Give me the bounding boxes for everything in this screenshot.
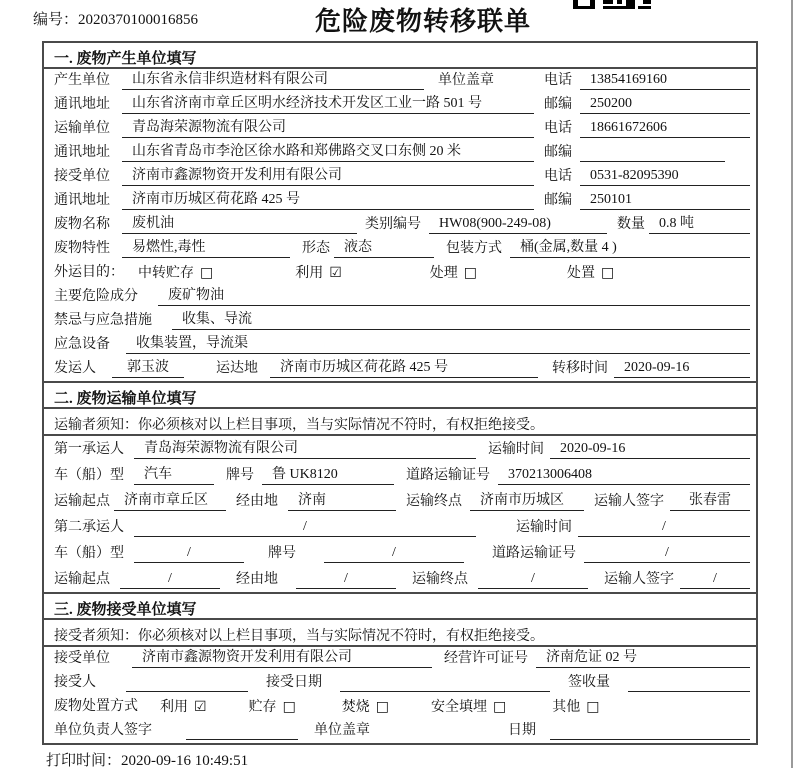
checkbox: □ <box>493 699 507 715</box>
row-producer-address <box>44 93 756 117</box>
waste-property-value: 易燃性,毒性 <box>122 236 290 258</box>
field-label: 单位负责人签字 <box>54 723 152 738</box>
field-label: 接受单位 <box>54 169 110 184</box>
producer-address-value: 山东省济南市章丘区明水经济技术开发区工业一路 501 号 <box>122 92 534 114</box>
row-waste-name <box>44 213 756 237</box>
field-label: 运输起点 <box>54 494 110 509</box>
field-label: 运输终点 <box>406 494 462 509</box>
field-label: 接受日期 <box>266 675 322 690</box>
row-recipient <box>44 671 756 695</box>
checkbox: □ <box>375 699 390 715</box>
field-label: 牌号 <box>226 468 254 483</box>
row-waste-property <box>44 237 756 261</box>
option-label: 贮存 <box>248 700 277 715</box>
row-route2 <box>44 566 756 592</box>
field-label: 接受单位 <box>54 651 110 666</box>
field-label: 运输人签字 <box>604 572 674 587</box>
transporter-name-value: 青岛海荣源物流有限公司 <box>122 116 534 138</box>
section-transporter-title: 二. 废物运输单位填写 <box>44 383 756 409</box>
carrier-signature-value: 张春雷 <box>670 489 750 511</box>
field-label: 道路运输证号 <box>406 468 490 483</box>
purpose-option-treat <box>430 262 477 282</box>
category-code-value: HW08(900-249-08) <box>429 216 607 234</box>
field-label: 包装方式 <box>446 241 502 256</box>
print-time-label: 打印时间： <box>46 753 122 768</box>
print-time <box>46 749 248 768</box>
field-label: 通讯地址 <box>54 193 110 208</box>
waste-name-value: 废机油 <box>122 212 357 234</box>
receive-date-value <box>340 690 550 692</box>
quantity-value: 0.8 吨 <box>649 212 750 234</box>
qr-code-fragment <box>573 0 651 9</box>
field-label: 电话 <box>544 169 572 184</box>
row-transporter-address <box>44 141 756 165</box>
field-label: 发运人 <box>54 361 96 376</box>
page-edge-line <box>791 0 793 768</box>
field-label: 转移时间 <box>552 361 608 376</box>
emergency-equipment-value: 收集装置，导流渠 <box>126 332 750 354</box>
date-value <box>550 738 750 740</box>
field-label: 废物特性 <box>54 241 110 256</box>
road-permit-value: 370213006408 <box>498 467 750 485</box>
field-label: 经由地 <box>236 494 278 509</box>
transporter-notice: 运输者须知：你必须核对以上栏目事项，当与实际情况不符时，有权拒绝接受。 <box>44 409 756 436</box>
option-label: 其他 <box>552 700 581 715</box>
page-title: 危险废物转移联单 <box>314 7 531 36</box>
field-label: 邮编 <box>544 193 572 208</box>
manager-signature-value <box>186 738 298 740</box>
field-label: 废物处置方式 <box>54 699 138 714</box>
packing-value: 桶(金属,数量 4 ) <box>510 236 750 258</box>
row-receiver-unit <box>44 165 756 189</box>
row-route1 <box>44 488 756 514</box>
carrier-signature2-value: / <box>680 571 750 589</box>
producer-zip-value: 250200 <box>580 96 750 114</box>
vehicle-type2-value: / <box>134 545 244 563</box>
row-vehicle2 <box>44 540 756 566</box>
field-label: 道路运输证号 <box>492 546 576 561</box>
option-label: 处置 <box>567 266 596 281</box>
field-label: 形态 <box>302 241 330 256</box>
plate-number-value: 鲁 UK8120 <box>262 463 394 485</box>
field-label: 运输人签字 <box>594 494 664 509</box>
destination-value: 济南市历城区荷花路 425 号 <box>270 356 538 378</box>
producer-phone-value: 13854169160 <box>580 72 750 90</box>
checkbox: □ <box>601 265 615 281</box>
field-label: 运达地 <box>216 361 258 376</box>
row-disposal-method <box>44 695 756 719</box>
row-emergency-measures <box>44 309 756 333</box>
field-label: 运输时间 <box>516 520 572 535</box>
field-label: 产生单位 <box>54 73 110 88</box>
endpoint2-value: / <box>478 571 588 589</box>
field-label: 经由地 <box>236 572 278 587</box>
receive-unit-value: 济南市鑫源物资开发利用有限公司 <box>132 646 432 668</box>
emergency-measures-value: 收集、导流 <box>172 308 750 330</box>
row-transporter-unit <box>44 117 756 141</box>
field-label: 禁忌与应急措施 <box>54 313 152 328</box>
section-producer-title: 一. 废物产生单位填写 <box>44 43 756 69</box>
field-label: 应急设备 <box>54 337 110 352</box>
main-hazard-value: 废矿物油 <box>158 284 750 306</box>
field-label: 数量 <box>617 217 645 232</box>
transporter-address-value: 山东省青岛市李沧区徐水路和郑佛路交叉口东侧 20 米 <box>122 140 534 162</box>
row-receive-unit <box>44 647 756 671</box>
recipient-value <box>126 690 248 692</box>
transfer-date-value: 2020-09-16 <box>614 360 750 378</box>
disposal-option-use <box>160 696 207 716</box>
checkbox: ☑ <box>329 265 342 281</box>
field-label: 通讯地址 <box>54 145 110 160</box>
field-label: 主要危险成分 <box>54 289 138 304</box>
row-producer-unit <box>44 69 756 93</box>
serial-label: 编号： <box>33 12 79 28</box>
vehicle-type-value: 汽车 <box>134 463 214 485</box>
field-label: 日期 <box>508 723 536 738</box>
field-label: 外运目的： <box>54 265 124 280</box>
receiver-zip-value: 250101 <box>580 192 750 210</box>
row-vehicle1 <box>44 462 756 488</box>
origin-value: 济南市章丘区 <box>114 489 226 511</box>
field-label: 车（船）型 <box>54 546 124 561</box>
receiver-address-value: 济南市历城区荷花路 425 号 <box>122 188 534 210</box>
purpose-option-transfer-storage <box>138 262 213 282</box>
manifest-form <box>42 41 758 745</box>
carrier2-name-value: / <box>134 519 476 537</box>
field-label: 运输时间 <box>488 442 544 457</box>
transporter-phone-value: 18661672606 <box>580 120 750 138</box>
purpose-option-dispose <box>567 262 614 282</box>
field-label: 牌号 <box>268 546 296 561</box>
producer-name-value: 山东省永信非织造材料有限公司 <box>122 68 424 90</box>
row-shipper <box>44 357 756 381</box>
row-manager-signature <box>44 719 756 743</box>
seal-label: 单位盖章 <box>438 73 494 88</box>
field-label: 通讯地址 <box>54 97 110 112</box>
license-number-value: 济南危证 02 号 <box>536 646 750 668</box>
transporter-zip-value <box>580 160 725 162</box>
receiver-phone-value: 0531-82095390 <box>580 168 750 186</box>
field-label: 运输起点 <box>54 572 110 587</box>
receiver-name-value: 济南市鑫源物资开发利用有限公司 <box>122 164 534 186</box>
form-state-value: 液态 <box>334 236 434 258</box>
option-label: 处理 <box>429 266 458 281</box>
option-label: 中转贮存 <box>138 266 194 281</box>
disposal-option-other <box>552 696 599 716</box>
transport-date2-value: / <box>578 519 750 537</box>
print-time-value: 2020-09-16 10:49:51 <box>121 753 249 768</box>
via2-value: / <box>296 571 396 589</box>
endpoint-value: 济南市历城区 <box>470 489 584 511</box>
checkbox: □ <box>586 699 600 715</box>
serial-value: 2020370100016856 <box>78 12 199 28</box>
field-label: 签收量 <box>568 675 610 690</box>
field-label: 运输终点 <box>412 572 468 587</box>
row-carrier2 <box>44 514 756 540</box>
disposal-option-incineration <box>342 696 389 716</box>
seal-label: 单位盖章 <box>314 723 370 738</box>
field-label: 电话 <box>544 121 572 136</box>
checkbox: □ <box>463 265 478 281</box>
row-main-hazard <box>44 285 756 309</box>
carrier1-name-value: 青岛海荣源物流有限公司 <box>134 437 476 459</box>
disposal-option-storage <box>249 696 296 716</box>
section-receiver <box>44 592 756 743</box>
checkbox: ☑ <box>194 699 207 715</box>
option-label: 利用 <box>295 266 324 281</box>
row-carrier1 <box>44 436 756 462</box>
option-label: 焚烧 <box>341 700 370 715</box>
option-label: 利用 <box>160 700 188 715</box>
field-label: 车（船）型 <box>54 468 124 483</box>
via-value: 济南 <box>288 489 396 511</box>
checkbox: □ <box>200 265 214 281</box>
field-label: 运输单位 <box>54 121 110 136</box>
field-label: 类别编号 <box>365 217 421 232</box>
row-receiver-address <box>44 189 756 213</box>
row-transfer-purpose <box>44 261 756 285</box>
field-label: 电话 <box>544 73 572 88</box>
disposal-option-landfill <box>431 696 506 716</box>
transport-date-value: 2020-09-16 <box>550 441 750 459</box>
section-transporter <box>44 381 756 592</box>
field-label: 第一承运人 <box>54 442 124 457</box>
origin2-value: / <box>120 571 220 589</box>
plate-number2-value: / <box>324 545 464 563</box>
section-producer <box>44 43 756 381</box>
field-label: 经营许可证号 <box>444 651 528 666</box>
checkbox: □ <box>282 699 296 715</box>
received-qty-value <box>628 690 750 692</box>
road-permit2-value: / <box>584 545 750 563</box>
field-label: 接受人 <box>54 675 96 690</box>
row-emergency-equipment <box>44 333 756 357</box>
field-label: 邮编 <box>544 97 572 112</box>
purpose-option-use <box>295 262 342 282</box>
shipper-value: 郭玉波 <box>112 356 184 378</box>
section-receiver-title: 三. 废物接受单位填写 <box>44 594 756 620</box>
field-label: 第二承运人 <box>54 520 124 535</box>
receiver-notice: 接受者须知：你必须核对以上栏目事项，当与实际情况不符时，有权拒绝接受。 <box>44 620 756 647</box>
option-label: 安全填埋 <box>431 700 488 715</box>
field-label: 废物名称 <box>54 217 110 232</box>
field-label: 邮编 <box>544 145 572 160</box>
